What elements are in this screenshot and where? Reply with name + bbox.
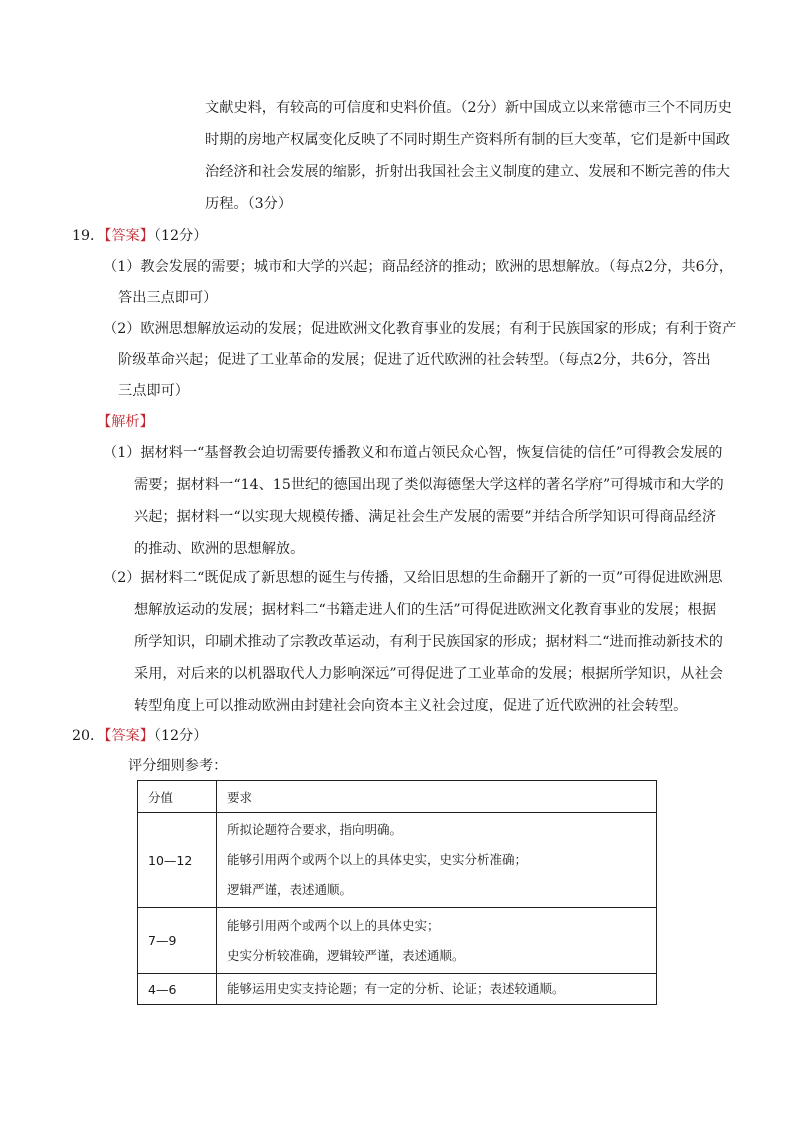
analysis-line: 采用，对后来的以机器取代人力影响深远”可得促进了工业革命的发展；根据所学知识，从社会 <box>134 666 723 682</box>
row-score: 10—12 <box>138 813 217 908</box>
q20-score: （12分） <box>153 728 208 744</box>
table-row <box>138 974 657 1005</box>
requirement-line: 逻辑严谨，表述通顺。 <box>227 882 353 897</box>
requirement-line: 史实分析较准确，逻辑较严谨，表述通顺。 <box>227 947 465 963</box>
row-requirement <box>217 974 657 1005</box>
table-header-row <box>138 781 657 813</box>
analysis-line: 兴起；据材料一“以实现大规模传播、满足社会生产发展的需要”并结合所学知识可得商品经济 <box>134 509 717 525</box>
q19-analysis-tag: 【解析】 <box>97 414 154 430</box>
requirement-line: 能够引用两个或两个以上的具体史实，史实分析准确； <box>227 852 528 867</box>
requirement-line: 能够引用两个或两个以上的具体史实； <box>227 917 440 933</box>
analysis-line: 所学知识，印刷术推动了宗教改革运动，有利于民族国家的形成；据材料二“进而推动新技术的 <box>134 634 723 650</box>
scoring-table <box>137 780 657 1005</box>
table-row <box>138 908 657 974</box>
intro-line: 文献史料，有较高的可信度和史料价值。（2分）新中国成立以来常德市三个不同历史 <box>205 100 732 116</box>
analysis-line: 需要；据材料一“14、15世纪的德国出现了类似海德堡大学这样的著名学府”可得城市和大学的 <box>134 477 724 493</box>
analysis-line: 想解放运动的发展；据材料二“书籍走进人们的生活”可得促进欧洲文化教育事业的发展；根据 <box>134 602 717 618</box>
intro-line: 治经济和社会发展的缩影，折射出我国社会主义制度的建立、发展和不断完善的伟大 <box>205 164 730 180</box>
header-requirement: 要求 <box>217 781 657 813</box>
rubric-title: 评分细则参考： <box>128 758 228 774</box>
intro-line: 历程。（3分） <box>205 196 293 212</box>
intro-line: 时期的房地产权属变化反映了不同时期生产资料所有制的巨大变革，它们是新中国政 <box>205 132 730 148</box>
row-score: 7—9 <box>138 908 217 974</box>
requirement-line: 所拟论题符合要求，指向明确。 <box>227 822 403 837</box>
q19-answer-line: 答出三点即可） <box>118 290 218 306</box>
q19-answer-tag: 【答案】 <box>104 228 154 244</box>
row-requirement <box>217 908 657 974</box>
analysis-line: 转型角度上可以推动欧洲由封建社会向资本主义社会过度，促进了近代欧洲的社会转型。 <box>134 698 688 714</box>
q19-answer-line: （2）欧洲思想解放运动的发展；促进欧洲文化教育事业的发展；有利于民族国家的形成；有利于资产 <box>103 321 737 337</box>
q19-answer-line: 三点即可） <box>118 383 189 399</box>
q19-answer-line: （1）教会发展的需要；城市和大学的兴起；商品经济的推动；欧洲的思想解放。（每点2分，共6分， <box>103 259 734 275</box>
q19-header <box>72 226 207 246</box>
q19-answer-line: 阶级革命兴起；促进了工业革命的发展；促进了近代欧洲的社会转型。（每点2分，共6分，答出 <box>118 352 711 368</box>
row-requirement <box>217 813 657 908</box>
header-score: 分值 <box>138 781 217 813</box>
analysis-line: 的推动、欧洲的思想解放。 <box>134 541 305 557</box>
row-score: 4—6 <box>138 974 217 1005</box>
analysis-line: （2）据材料二“既促成了新思想的诞生与传播，又给旧思想的生命翻开了新的一页”可得促进欧洲思 <box>103 570 723 586</box>
requirement-line: 能够运用史实支持论题；有一定的分析、论证；表述较通顺。 <box>227 981 565 996</box>
table-row <box>138 813 657 908</box>
q20-answer-tag: 【答案】 <box>104 728 154 744</box>
q19-number: 19． <box>72 228 105 244</box>
analysis-line: （1）据材料一“基督教会迫切需要传播教义和布道占领民众心智，恢复信徒的信任”可得教会发展的 <box>103 445 723 461</box>
q20-header <box>72 726 207 746</box>
q20-number: 20． <box>72 728 105 744</box>
q19-score: （12分） <box>153 228 208 244</box>
